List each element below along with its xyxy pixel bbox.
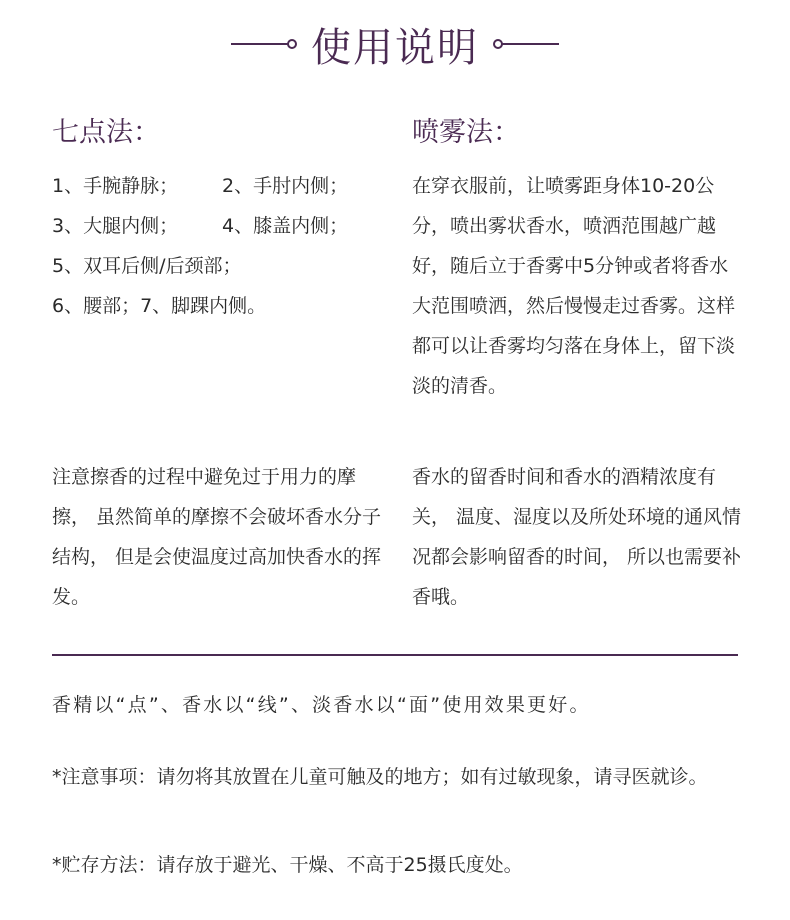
storage-notice: *贮存方法：请存放于避光、干燥、不高于25摄氏度处。 xyxy=(52,854,523,876)
section-divider xyxy=(52,654,738,656)
spray-heading: 喷雾法： xyxy=(412,117,520,148)
rubbing-note: 注意擦香的过程中避免过于用力的摩擦， 虽然简单的摩擦不会破坏香水分子结构， 但是会使温度过高加快香水的挥发。 xyxy=(52,466,382,608)
seven-point-heading: 七点法： xyxy=(52,117,160,148)
step-item: 5、双耳后侧/后颈部； xyxy=(52,255,242,277)
title-ornament-left xyxy=(231,43,289,45)
step-row xyxy=(52,246,392,286)
step-row xyxy=(52,166,392,206)
title-ornament-right xyxy=(501,43,559,45)
page-title: 使用说明 xyxy=(311,24,479,71)
seven-point-steps xyxy=(52,166,392,326)
spray-description: 在穿衣服前，让喷雾距身体10-20公分，喷出雾状香水，喷洒范围越广越好，随后立于香雾中5分钟或者将香水大范围喷洒，然后慢慢走过香雾。这样都可以让香雾均匀落在身体上，留下淡淡的清香。 xyxy=(412,175,736,397)
step-row xyxy=(52,206,392,246)
title-row xyxy=(0,14,790,74)
step-item: 3、大腿内侧； xyxy=(52,215,179,237)
step-item: 4、膝盖内侧； xyxy=(222,215,349,237)
longevity-note: 香水的留香时间和香水的酒精浓度有关， 温度、湿度以及所处环境的通风情况都会影响留香的时间， 所以也需要补香哦。 xyxy=(412,466,742,608)
step-item: 6、腰部；7、脚踝内侧。 xyxy=(52,295,267,317)
usage-summary: 香精以“点”、香水以“线”、淡香水以“面”使用效果更好。 xyxy=(52,694,591,716)
safety-notice: *注意事项：请勿将其放置在儿童可触及的地方；如有过敏现象，请寻医就诊。 xyxy=(52,766,708,788)
step-item: 1、手腕静脉； xyxy=(52,175,179,197)
step-item: 2、手肘内侧； xyxy=(222,175,349,197)
step-row xyxy=(52,286,392,326)
